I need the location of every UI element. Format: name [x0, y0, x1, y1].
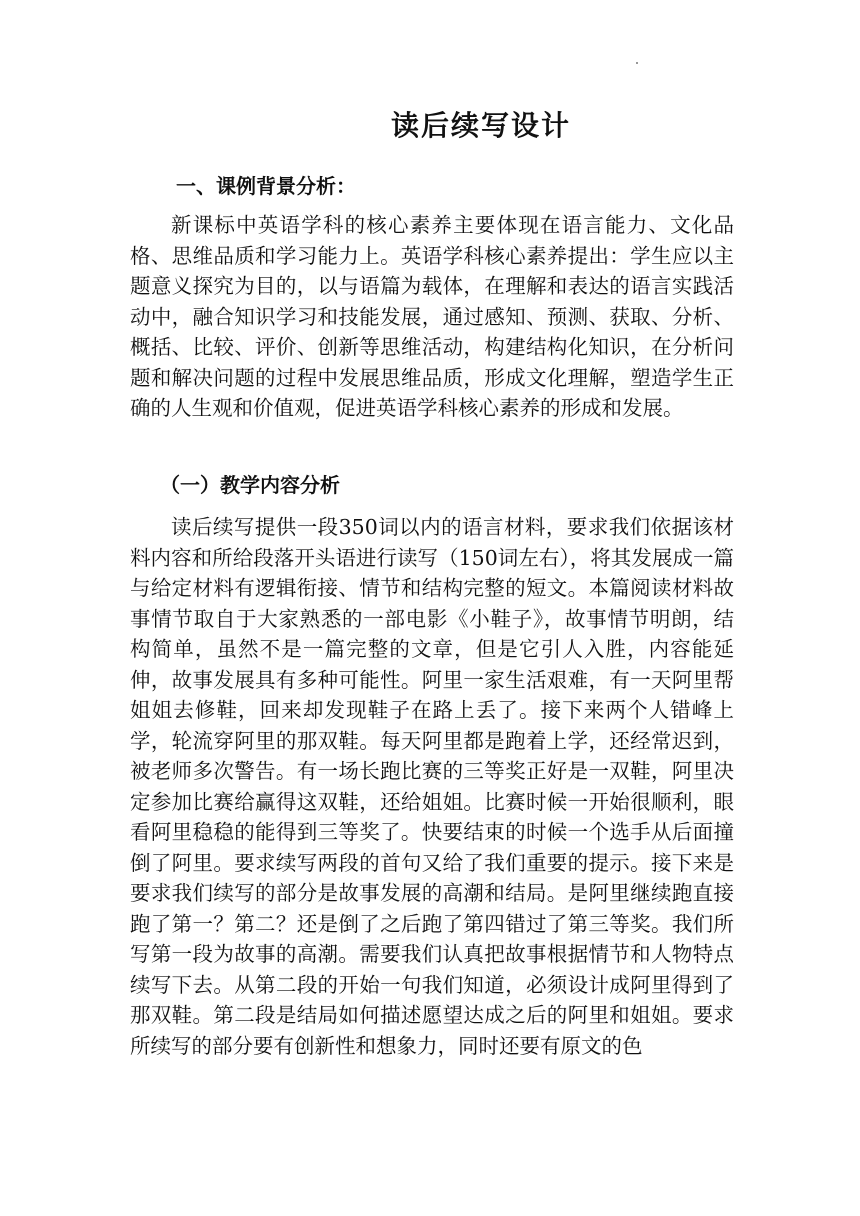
section-heading: 一、课例背景分析： [176, 174, 356, 198]
subsection-paragraph: 读后续写提供一段350词以内的语言材料，要求我们依据该材料内容和所给段落开头语进行读写（150词左右），将其发展成一篇与给定材料有逻辑衔接、情节和结构完整的短文。本篇阅读材料故事情节取自于大家熟悉的一部电影《小鞋子》，故事情节明朗，结构简单，虽然不是一篇完整的文章，但是它引人入胜，内容能延伸，故事发展具有多种可能性。阿里一家生活艰难，有一天阿里帮姐姐去修鞋，回来却发现鞋子在路上丢了。接下来两个人错峰上学，轮流穿阿里的那双鞋。每天阿里都是跑着上学，还经常迟到，被老师多次警告。有一场长跑比赛的三等奖正好是一双鞋，阿里决定参加比赛给赢得这双鞋，还给姐姐。比赛时候一开始很顺利，眼看阿里稳稳的能得到三等奖了。快要结束的时候一个选手从后面撞倒了阿里。要求续写两段的首句又给了我们重要的提示。接下来是要求我们续写的部分是故事发展的高潮和结局。是阿里继续跑直接跑了第一？第二？还是倒了之后跑了第四错过了第三等奖。我们所写第一段为故事的高潮。需要我们认真把故事根据情节和人物特点续写下去。从第二段的开始一句我们知道，必须设计成阿里得到了那双鞋。第二段是结局如何描述愿望达成之后的阿里和姐姐。要求所续写的部分要有创新性和想象力，同时还要有原文的色 [130, 515, 734, 1058]
subsection-heading: （一）教学内容分析 [160, 473, 340, 497]
page-mark [636, 62, 638, 64]
page-title: 读后续写设计 [390, 109, 571, 142]
section-paragraph: 新课标中英语学科的核心素养主要体现在语言能力、文化品格、思维品质和学习能力上。英语学科核心素养提出：学生应以主题意义探究为目的，以与语篇为载体，在理解和表达的语言实践活动中，融合知识学习和技能发展，通过感知、预测、获取、分析、概括、比较、评价、创新等思维活动，构建结构化知识，在分析问题和解决问题的过程中发展思维品质，形成文化理解，塑造学生正确的人生观和价值观，促进英语学科核心素养的形成和发展。 [130, 213, 734, 420]
